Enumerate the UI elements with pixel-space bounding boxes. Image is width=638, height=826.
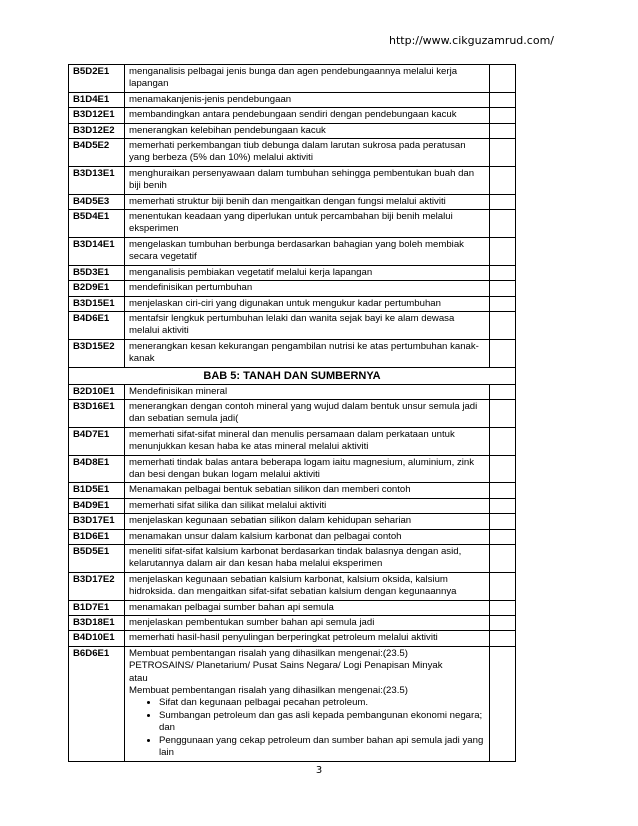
row-code: B4D10E1 [69,631,125,646]
row-code: B5D3E1 [69,265,125,280]
row-code: B3D18E1 [69,616,125,631]
row-blank-cell [490,92,516,107]
table-row [69,545,516,573]
row-line: atau [129,672,148,684]
row-text: mentafsir lengkuk pertumbuhan lelaki dan wanita sejak bayi ke alam dewasa melalui aktiviti [125,311,490,339]
row-text: memerhati tindak balas antara beberapa logam iaitu magnesium, aluminium, zink dan besi dengan bukan logam melalui aktiviti [125,455,490,483]
table-row [69,123,516,138]
table-row [69,498,516,513]
table-row [69,455,516,483]
row-code: B4D9E1 [69,498,125,513]
row-blank-cell [490,65,516,93]
table-row [69,384,516,399]
table-body-last [69,646,516,761]
row-code: B4D7E1 [69,427,125,455]
table-row [69,483,516,498]
row-line: PETROSAINS/ Planetarium/ Pusat Sains Negara/ Logi Penapisan Minyak [129,660,443,672]
row-blank-cell [490,296,516,311]
table-row [69,265,516,280]
section-row [69,367,516,384]
row-blank-cell [490,311,516,339]
row-code: B4D5E3 [69,194,125,209]
table-row [69,631,516,646]
row-blank-cell [490,646,516,761]
table-row [69,281,516,296]
row-code: B2D10E1 [69,384,125,399]
row-blank-cell [490,529,516,544]
row-text: menerangkan kelebihan pendebungaan kacuk [125,123,490,138]
row-blank-cell [490,384,516,399]
row-text: menamakan unsur dalam kalsium karbonat dan pelbagai contoh [125,529,490,544]
bullet-item: • Penggunaan yang cekap petroleum dan sumber bahan api semula jadi yang lain [159,735,485,760]
row-code: B3D14E1 [69,237,125,265]
row-blank-cell [490,483,516,498]
row-text [125,646,490,761]
row-line: Membuat pembentangan risalah yang dihasilkan mengenai:(23.5) [129,685,408,697]
row-blank-cell [490,600,516,615]
row-code: B1D5E1 [69,483,125,498]
table-row [69,210,516,238]
row-text: mendefinisikan pertumbuhan [125,281,490,296]
row-code: B4D8E1 [69,455,125,483]
row-code: B1D6E1 [69,529,125,544]
table-row [69,311,516,339]
row-blank-cell [490,631,516,646]
learning-outcomes-table [68,64,516,762]
bullet-item: • Sumbangan petroleum dan gas asli kepada pembangunan ekonomi negara; dan [159,710,485,735]
row-text: memerhati sifat-sifat mineral dan menulis persamaan dalam perkataan untuk menunjukkan kesan haba ke atas mineral melalui aktiviti [125,427,490,455]
row-code: B3D12E1 [69,108,125,123]
row-blank-cell [490,498,516,513]
header-url: http://www.cikguzamrud.com/ [388,34,554,47]
row-text: menerangkan kesan kekurangan pengambilan nutrisi ke atas pertumbuhan kanak-kanak [125,339,490,367]
page-number: 3 [315,765,323,776]
row-text: menjelaskan pembentukan sumber bahan api semula jadi [125,616,490,631]
table-row [69,237,516,265]
table-body-bottom [69,384,516,646]
table-row [69,166,516,194]
row-blank-cell [490,572,516,600]
row-code: B3D17E2 [69,572,125,600]
row-text: memerhati sifat silika dan silikat melalui aktiviti [125,498,490,513]
row-text: menerangkan dengan contoh mineral yang wujud dalam bentuk unsur semula jadi dan sebatian semula jadi( [125,399,490,427]
table-body-top [69,65,516,368]
row-text: menganalisis pembiakan vegetatif melalui kerja lapangan [125,265,490,280]
row-code: B1D4E1 [69,92,125,107]
row-blank-cell [490,123,516,138]
row-text: menentukan keadaan yang diperlukan untuk percambahan biji benih melalui eksperimen [125,210,490,238]
row-code: B4D6E1 [69,311,125,339]
row-text: menjelaskan ciri-ciri yang digunakan untuk mengukur kadar pertumbuhan [125,296,490,311]
row-text: menamakan pelbagai sumber bahan api semula [125,600,490,615]
row-code: B3D15E1 [69,296,125,311]
bullet-item: • Sifat dan kegunaan pelbagai pecahan petroleum. [159,697,485,709]
table-row [69,616,516,631]
table-row [69,339,516,367]
row-code: B6D6E1 [69,646,125,761]
table-row [69,514,516,529]
row-line: Membuat pembentangan risalah yang dihasilkan mengenai:(23.5) [129,647,408,659]
row-text: menjelaskan kegunaan sebatian kalsium karbonat, kalsium oksida, kalsium hidroksida. dan mengaitkan sifat-sifat sebatian kalsium dengan kegunaannya [125,572,490,600]
row-text: membandingkan antara pendebungaan sendiri dengan pendebungaan kacuk [125,108,490,123]
bullet-list [129,697,485,759]
row-blank-cell [490,339,516,367]
row-blank-cell [490,399,516,427]
table-row [69,108,516,123]
table-row [69,529,516,544]
row-blank-cell [490,108,516,123]
row-blank-cell [490,281,516,296]
table-row [69,296,516,311]
row-text: Menamakan pelbagai bentuk sebatian silikon dan memberi contoh [125,483,490,498]
row-text: memerhati hasil-hasil penyulingan berperingkat petroleum melalui aktiviti [125,631,490,646]
row-text: menamakanjenis-jenis pendebungaan [125,92,490,107]
row-blank-cell [490,237,516,265]
row-code: B5D4E1 [69,210,125,238]
row-code: B1D7E1 [69,600,125,615]
row-text: meneliti sifat-sifat kalsium karbonat berdasarkan tindak balasnya dengan asid, kelarutannya dalam air dan kesan haba melalui eksperimen [125,545,490,573]
row-code: B5D5E1 [69,545,125,573]
row-text: menghuraikan persenyawaan dalam tumbuhan sehingga pembentukan buah dan biji benih [125,166,490,194]
row-blank-cell [490,427,516,455]
row-text: memerhati struktur biji benih dan mengaitkan dengan fungsi melalui aktiviti [125,194,490,209]
table-row [69,427,516,455]
table-row [69,92,516,107]
row-blank-cell [490,545,516,573]
row-code: B4D5E2 [69,139,125,167]
row-blank-cell [490,455,516,483]
row-text: menganalisis pelbagai jenis bunga dan agen pendebungaannya melalui kerja lapangan [125,65,490,93]
row-text: Mendefinisikan mineral [125,384,490,399]
row-blank-cell [490,210,516,238]
table-row [69,572,516,600]
row-code: B3D16E1 [69,399,125,427]
row-code: B3D17E1 [69,514,125,529]
row-code: B3D12E2 [69,123,125,138]
section-header [69,367,516,384]
row-blank-cell [490,166,516,194]
table-row [69,646,516,761]
table-row [69,139,516,167]
row-text: menjelaskan kegunaan sebatian silikon dalam kehidupan seharian [125,514,490,529]
row-code: B5D2E1 [69,65,125,93]
table-row [69,399,516,427]
row-blank-cell [490,514,516,529]
table-row [69,65,516,93]
row-blank-cell [490,616,516,631]
row-blank-cell [490,139,516,167]
row-blank-cell [490,265,516,280]
row-text: memerhati perkembangan tiub debunga dalam larutan sukrosa pada peratusan yang berbeza (5% dan 10%) melalui aktiviti [125,139,490,167]
row-code: B3D13E1 [69,166,125,194]
row-blank-cell [490,194,516,209]
row-code: B2D9E1 [69,281,125,296]
table-row [69,600,516,615]
table-row [69,194,516,209]
section-title: BAB 5: TANAH DAN SUMBERNYA [69,367,516,384]
row-code: B3D15E2 [69,339,125,367]
row-text: mengelaskan tumbuhan berbunga berdasarkan bahagian yang boleh membiak secara vegetatif [125,237,490,265]
